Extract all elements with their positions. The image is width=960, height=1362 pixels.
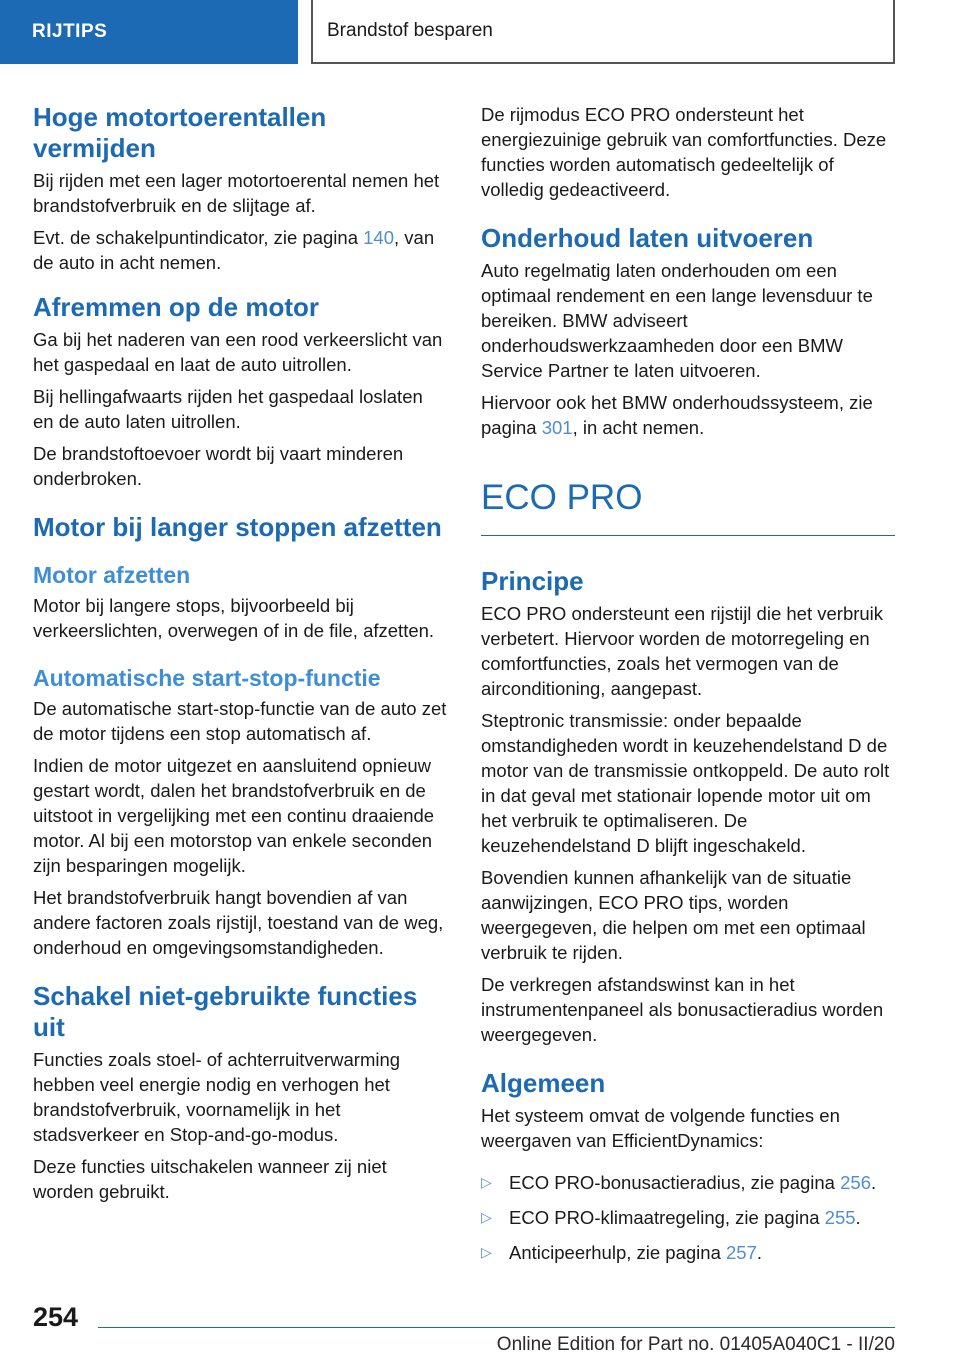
paragraph: Bij rijden met een lager motortoerental nemen het brandstofverbruik en de slijtage af.	[33, 170, 440, 216]
triangle-bullet-icon: ▷	[481, 1209, 492, 1225]
paragraph: Bij hellingafwaarts rijden het gaspedaal loslaten en de auto laten uitrollen.	[33, 386, 423, 432]
section-label: RIJTIPS	[32, 21, 108, 42]
heading-unused-functions: Schakel niet-gebruikte functies uit	[33, 981, 418, 1042]
footer-divider	[98, 1327, 895, 1328]
subheading-start-stop: Automatische start-stop-functie	[33, 665, 381, 691]
topic-header	[311, 0, 895, 64]
list-item: ▷ ECO PRO-bonusactieradius, zie pagina 256.	[481, 1172, 877, 1193]
paragraph: Indien de motor uitgezet en aansluitend opnieuw gestart wordt, dalen het brandstofverbruik en de uitstoot in vergelijking met een continu draaiende motor. Al bij een motorstop van enkele seconden zijn besparingen mogelijk.	[33, 755, 435, 876]
heading-engine-off: Motor bij langer stoppen afzetten	[33, 512, 442, 542]
subheading-engine-off: Motor afzetten	[33, 562, 191, 588]
heading-high-rpm: Hoge motortoerentallen vermijden	[33, 102, 327, 163]
heading-maintenance: Onderhoud laten uitvoeren	[481, 223, 814, 253]
function-list	[481, 1170, 895, 1265]
page-number: 254	[33, 1302, 79, 1332]
heading-principle: Principe	[481, 566, 584, 596]
page-link-301[interactable]: 301	[541, 417, 573, 438]
heading-general: Algemeen	[481, 1068, 606, 1098]
paragraph: Functies zoals stoel- of achterruitverwarming hebben veel energie nodig en verhogen het brandstofverbruik, voornamelijk in het stadsverkeer en Stop-and-go-modus.	[33, 1049, 401, 1145]
topic-label: Brandstof besparen	[327, 20, 493, 41]
paragraph: Het brandstofverbruik hangt bovendien af van andere factoren zoals rijstijl, toestand van de weg, onderhoud en omgevingsomstandigheden.	[33, 887, 444, 958]
paragraph: Auto regelmatig laten onderhouden om een optimaal rendement en een lange levensduur te bereiken. BMW adviseert onderhoudswerkzaamheden door een BMW Service Partner te laten uitvoeren.	[481, 260, 873, 381]
paragraph: De rijmodus ECO PRO ondersteunt het energiezuinige gebruik van comfortfuncties. Deze functies worden automatisch gedeeltelijk of volledig gedeactiveerd.	[481, 104, 887, 200]
page-link-256[interactable]: 256	[840, 1172, 871, 1193]
left-column	[33, 102, 448, 1211]
paragraph: ECO PRO ondersteunt een rijstijl die het verbruik verbetert. Hiervoor worden de motorregeling en comfortfuncties, zoals het vermogen van de airconditioning, aangepast.	[481, 603, 884, 699]
paragraph: De verkregen afstandswinst kan in het instrumentenpaneel als bonusactieradius worden weergegeven.	[481, 974, 884, 1045]
paragraph-maintenance-system: Hiervoor ook het BMW onderhoudssysteem, zie pagina 301, in acht nemen.	[481, 392, 873, 438]
paragraph: Motor bij langere stops, bijvoorbeeld bij verkeerslichten, overwegen of in de file, afzetten.	[33, 595, 435, 641]
list-item: ▷ ECO PRO-klimaatregeling, zie pagina 255.	[481, 1207, 861, 1228]
paragraph: Ga bij het naderen van een rood verkeerslicht van het gaspedaal en laat de auto uitrollen.	[33, 329, 443, 375]
right-column	[481, 102, 895, 1275]
triangle-bullet-icon: ▷	[481, 1244, 492, 1260]
chapter-title: ECO PRO	[481, 477, 895, 536]
paragraph: De brandstoftoevoer wordt bij vaart minderen onderbroken.	[33, 443, 404, 489]
paragraph: De automatische start-stop-functie van de auto zet de motor tijdens een stop automatisch af.	[33, 698, 447, 744]
page-link-255[interactable]: 255	[824, 1207, 856, 1228]
paragraph: Steptronic transmissie: onder bepaalde omstandigheden wordt in keuzehendelstand D de motor van de transmissie ontkoppeld. De auto rolt in dat geval met stationair lopende motor uit om het verbruik te optimaliseren. De keuzehendelstand D blijft ingeschakeld.	[481, 710, 890, 856]
section-tab	[0, 0, 298, 64]
page-link-140[interactable]: 140	[363, 227, 395, 248]
page-link-257[interactable]: 257	[726, 1242, 757, 1263]
paragraph: Deze functies uitschakelen wanneer zij niet worden gebruikt.	[33, 1156, 387, 1202]
list-item: ▷ Anticipeerhulp, zie pagina 257.	[481, 1242, 763, 1263]
edition-note: Online Edition for Part no. 01405A040C1 - II/20	[496, 1334, 895, 1355]
heading-engine-braking: Afremmen op de motor	[33, 292, 320, 322]
triangle-bullet-icon: ▷	[481, 1174, 492, 1190]
paragraph: Bovendien kunnen afhankelijk van de situatie aanwijzingen, ECO PRO tips, worden weergegeven, die helpen om met een optimaal verbruik te rijden.	[481, 867, 866, 963]
paragraph-shift-indicator: Evt. de schakelpuntindicator, zie pagina 140, van de auto in acht nemen.	[33, 227, 435, 273]
paragraph: Het systeem omvat de volgende functies en weergaven van EfficientDynamics:	[481, 1105, 840, 1151]
